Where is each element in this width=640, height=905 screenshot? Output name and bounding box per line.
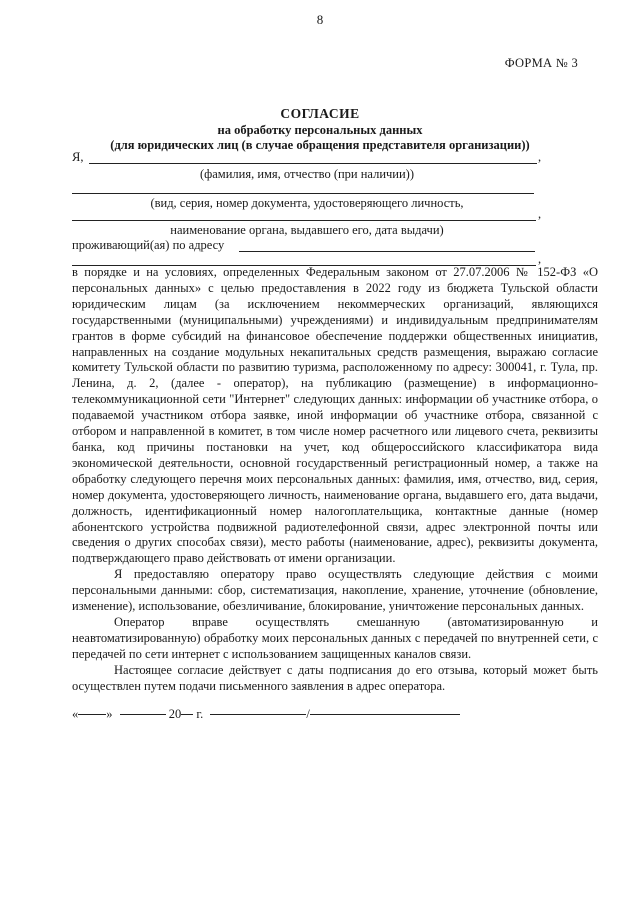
address-input-line[interactable] xyxy=(239,251,535,252)
consent-paragraph: Я предоставляю оператору право осуществлять следующие действия с моими персональными данными: сбор, систематизация, накопление, хранение, уточнение (обновление, изменение), использование, обезличивание, блокирование, уничтожение персональных данных. xyxy=(72,567,598,614)
full-name-input-line[interactable] xyxy=(310,714,460,715)
caption-document: (вид, серия, номер документа, удостоверяющего личность, xyxy=(150,196,464,210)
document-input-line[interactable] xyxy=(72,220,536,221)
slash: / xyxy=(306,707,310,721)
year-prefix: 20 xyxy=(168,707,182,721)
year-suffix: г. xyxy=(196,707,204,721)
year-input-line[interactable] xyxy=(181,714,193,715)
signature-input-line[interactable] xyxy=(210,714,306,715)
form-label: ФОРМА № 3 xyxy=(504,56,578,70)
signature-row xyxy=(72,707,542,722)
address-prefix: проживающий(ая) по адресу xyxy=(72,238,225,252)
page-number: 8 xyxy=(316,12,324,27)
i-prefix: Я, xyxy=(72,150,84,164)
consent-body xyxy=(72,265,598,694)
quote-close: » xyxy=(106,707,113,721)
name-continuation-line[interactable] xyxy=(72,193,534,194)
comma: , xyxy=(538,252,542,266)
consent-paragraph: в порядке и на условиях, определенных Федеральным законом от 27.07.2006 № 152-ФЗ «О персональных данных» с целью предоставления в 2022 году из бюджета Тульской области юридическим лицам (за исключением некоммерческих организаций, являющихся государственными (муниципальными) учреждениями) и индивидуальным предпринимателям грантов в форме субсидий на финансовое обеспечение поддержки общественных инициатив, направленных на создание модульных некапитальных средств размещения, выражаю согласие комитету Тульской области по развитию туризма, расположенному по адресу: 300041, г. Тула, пр. Ленина, д. 2, (далее - оператор), на публикацию (размещение) в информационно-телекоммуникационной сети "Интернет" следующих данных: информации об участнике отбора, о подаваемой участником отбора заявке, иной информации об участнике отбора, связанной с отбором и направленной в комитет, в том числе номер расчетного или лицевого счета, реквизиты банка, код причины постановки на учет, код общероссийского классификатора вида экономической деятельности, основной государственный регистрационный номер, а также на обработку следующего перечня моих персональных данных: фамилия, имя, отчество, вид, серия, номер документа, удостоверяющего личность, наименование органа, выдавшего его, дата выдачи, должность, идентификационный номер налогоплательщика, контактные данные (номер абонентского устройства подвижной радиотелефонной связи, адрес электронной почты или сведения о других способах связи), место работы (наименование, адрес), реквизиты документа, подтверждающего право действовать от имени организации. xyxy=(72,265,598,566)
caption-issuer: наименование органа, выдавшего его, дата выдачи) xyxy=(170,223,444,237)
caption-fio: (фамилия, имя, отчество (при наличии)) xyxy=(199,167,414,181)
quote-open: « xyxy=(72,707,79,721)
consent-paragraph: Оператор вправе осуществлять смешанную (автоматизированную и неавтоматизированную) обработку моих персональных данных с передачей по внутренней сети, с передачей по сети интернет с использованием защищенных каналов связи. xyxy=(72,614,598,661)
month-input-line[interactable] xyxy=(120,714,166,715)
document-title: СОГЛАСИЕ xyxy=(280,106,360,121)
consent-paragraph: Настоящее согласие действует с даты подписания до его отзыва, который может быть осуществлен путем подачи письменного заявления в адрес оператора. xyxy=(72,662,598,693)
document-subtitle-scope: (для юридических лиц (в случае обращения представителя организации)) xyxy=(110,138,530,152)
comma: , xyxy=(538,207,542,221)
document-subtitle: на обработку персональных данных xyxy=(217,123,423,137)
comma: , xyxy=(538,150,542,164)
day-input-line[interactable] xyxy=(78,714,106,715)
name-input-line[interactable] xyxy=(89,163,537,164)
